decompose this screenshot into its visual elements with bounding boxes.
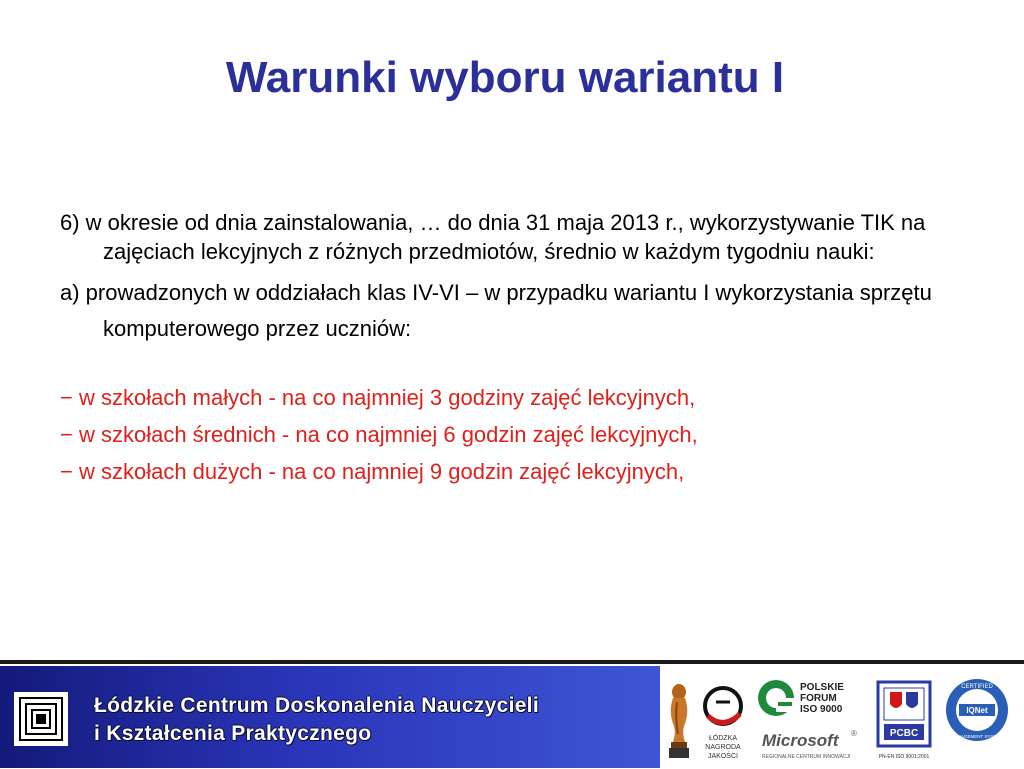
microsoft-registered-mark: ® — [851, 729, 857, 738]
slide-content — [60, 208, 960, 490]
lcdnikp-logo-icon — [14, 692, 68, 746]
org-name-line-1: Łódzkie Centrum Doskonalenia Nauczycieli — [94, 694, 539, 717]
iqnet-certified-logo — [944, 676, 1010, 746]
footer-banner — [0, 666, 660, 768]
bullet-medium-schools: − w szkołach średnich - na co najmniej 6 godzin zajęć lekcyjnych, — [60, 422, 698, 447]
forum-line-2: FORUM — [800, 693, 837, 704]
lnj-line-2: NAGRODA — [705, 744, 741, 751]
polish-iso-forum-and-microsoft-logo — [756, 674, 866, 764]
lnj-line-1: ŁÓDZKA — [708, 735, 738, 742]
pcbc-certificate-logo — [874, 680, 934, 764]
forum-line-1: POLSKIE — [800, 682, 844, 693]
footer — [0, 660, 1024, 768]
point-a-text: a) prowadzonych w oddziałach klas IV-VI – w przypadku wariantu I wykorzystania sprzętu komputerowego przez uczniów: — [60, 280, 932, 341]
iqnet-text: IQNet — [966, 706, 988, 715]
bullet-small-schools: − w szkołach małych - na co najmniej 3 godziny zajęć lekcyjnych, — [60, 385, 696, 410]
bullet-large-schools: − w szkołach dużych - na co najmniej 9 godzin zajęć lekcyjnych, — [60, 459, 685, 484]
pcbc-text: PCBC — [889, 728, 919, 739]
point-6-text: 6) w okresie od dnia zainstalowania, … do dnia 31 maja 2013 r., wykorzystywanie TIK na zajęciach lekcyjnych z różnych przedmiotów, średnio w każdym tygodniu nauki: — [60, 210, 926, 264]
microsoft-text: Microsoft — [762, 731, 839, 750]
school-size-list — [60, 379, 960, 490]
microsoft-subtitle: REGIONALNE CENTRUM INNOWACJI — [762, 754, 851, 760]
iqnet-ring-top: CERTIFIED — [961, 684, 993, 690]
org-name-line-2: i Kształcenia Praktycznego — [94, 722, 372, 745]
trophy-icon — [664, 682, 694, 762]
iqnet-ring-bottom: MANAGEMENT SYSTEM — [951, 734, 1003, 739]
slide-title: Warunki wyboru wariantu I — [225, 53, 785, 102]
lnj-line-3: JAKOŚCI — [708, 753, 738, 760]
footer-divider — [0, 660, 1024, 664]
lodz-quality-award-logo — [698, 680, 748, 764]
pcbc-subtitle: PN-EN ISO 9001:2001 — [878, 754, 930, 760]
forum-line-3: ISO 9000 — [800, 704, 843, 715]
